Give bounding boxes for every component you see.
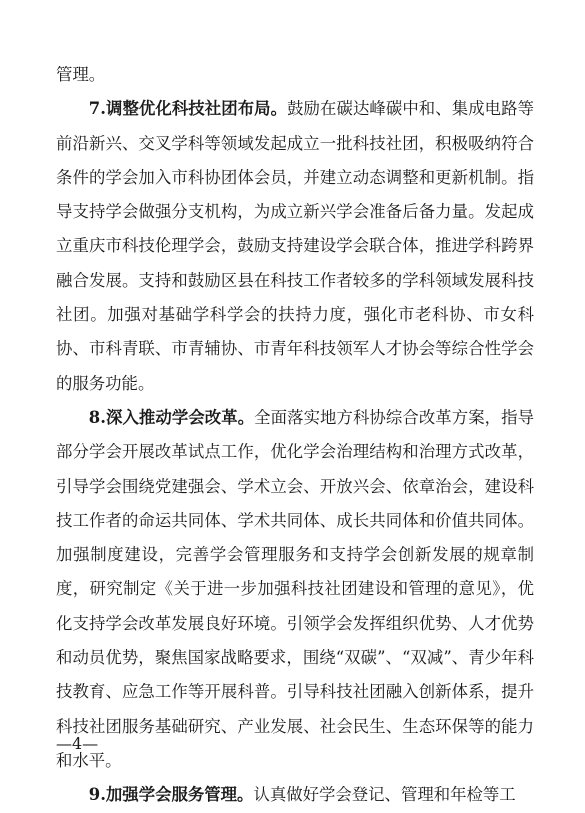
paragraph-heading: 9.加强学会服务管理。 (88, 785, 254, 805)
page-number: —4— (56, 734, 99, 753)
paragraph-9 (56, 778, 534, 812)
paragraph-text: 管理。 (56, 65, 106, 84)
paragraph-7 (56, 92, 534, 401)
paragraph-text: 认真做好学会登记、管理和年检等工 (253, 785, 516, 805)
paragraph-continuation (56, 58, 534, 92)
paragraph-text: 全面落实地方科协综合改革方案，指导部分学会开展改革试点工作，优化学会治理结构和治理方式改革，引导学会围绕党建强会、学术立会、开放兴会、依章治会，建设科技工作者的命运共同体、学术共同体、成长共同体和价值共同体。加强制度建设，完善学会管理服务和支持学会创新发展的规章制度，研究制定《关于进一步加强科技社团建设和管理的意见》，优化支持学会改革发展良好环境。引领学会发挥组织优势、人才优势和动员优势，聚焦国家战略要求，围绕“双碳”、“双减”、青少年科技教育、应急工作等开展科普。引导科技社团融入创新体系，提升科技社团服务基础研究、产业发展、社会民生、生态环保等的能力和水平。 (56, 407, 534, 770)
paragraph-text: 鼓励在碳达峰碳中和、集成电路等前沿新兴、交叉学科等领域发起成立一批科技社团，积极吸纳符合条件的学会加入市科协团体会员，并建立动态调整和更新机制。指导支持学会做强分支机构，为成立新兴学会准备后备力量。发起成立重庆市科技伦理学会，鼓励支持建设学会联合体，推进学科跨界融合发展。支持和鼓励区县在科技工作者较多的学科领域发展科技社团。加强对基础学科学会的扶持力度，强化市老科协、市女科协、市科青联、市青辅协、市青年科技领军人才协会等综合性学会的服务功能。 (56, 99, 534, 393)
paragraph-8 (56, 401, 534, 778)
paragraph-heading: 8.深入推动学会改革。 (88, 407, 255, 427)
paragraph-heading: 7.调整优化科技社团布局。 (88, 99, 288, 119)
document-body (56, 58, 534, 813)
